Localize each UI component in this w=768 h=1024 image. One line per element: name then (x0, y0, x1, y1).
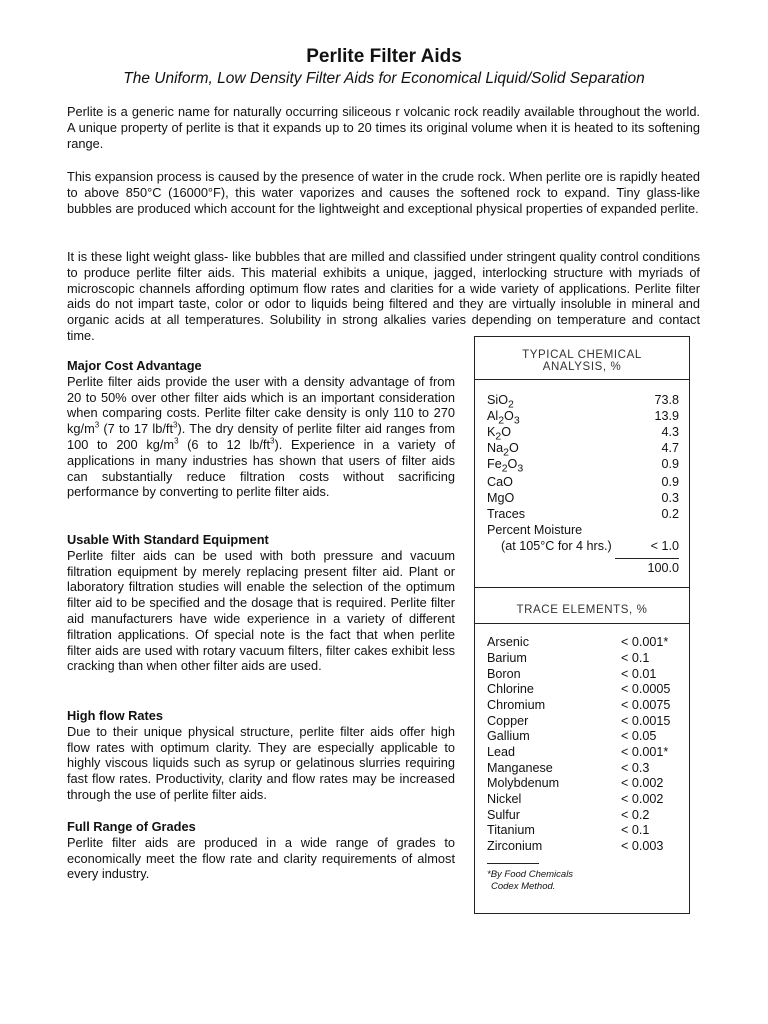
intro-paragraph-3: It is these light weight glass- like bubbles that are milled and classified under stringent quality control conditions to produce perlite filter aids. This material exhibits a unique, jagged, interlocking structure with myriads of microscopic channels affording optimum flow rates and clarities for a wide variety of applications. Perlite filter aids do not impart taste, color or odor to liquids being filtered and they are virtually insoluble in mineral and organic acids at all temperatures. Solubility in strong alkalies varies depending on temperature and contact time. (67, 249, 700, 343)
chemical-row: Traces 0.2 (487, 507, 679, 521)
intro-paragraph-1: Perlite is a generic name for naturally occurring siliceous r volcanic rock readily available throughout the world. A unique property of perlite is that it expands up to 20 times its original volume when it is heated to its softening range. (67, 104, 700, 151)
total-rule (615, 558, 679, 559)
section-heading: Usable With Standard Equipment (67, 532, 269, 547)
chemical-analysis-table (474, 336, 690, 914)
trace-row: Sulfur < 0.2 (487, 808, 650, 822)
trace-row: Arsenic < 0.001* (487, 635, 669, 649)
trace-row: Zirconium < 0.003 (487, 839, 664, 853)
trace-row: Nickel < 0.002 (487, 792, 664, 806)
trace-row: Barium < 0.1 (487, 651, 650, 665)
section-heading: Major Cost Advantage (67, 358, 202, 373)
page-subtitle: The Uniform, Low Density Filter Aids for Economical Liquid/Solid Separation (123, 70, 645, 87)
trace-row: Chromium < 0.0075 (487, 698, 671, 712)
trace-row: Gallium < 0.05 (487, 729, 657, 743)
trace-row: Lead < 0.001* (487, 745, 669, 759)
trace-row: Titanium < 0.1 (487, 823, 650, 837)
trace-row: Copper < 0.0015 (487, 714, 671, 728)
trace-row: Manganese < 0.3 (487, 761, 650, 775)
section-standard-equipment (67, 532, 455, 674)
trace-row: Chlorine < 0.0005 (487, 682, 671, 696)
total-row: 100.0 (647, 561, 679, 575)
section-heading: High flow Rates (67, 708, 163, 723)
chemical-row: $Fe_2O_3$ 0.9 (487, 457, 679, 475)
section-text: Perlite filter aids are produced in a wide range of grades to economically meet the flow rate and clarity requirements of almost every industry. (67, 834, 455, 882)
moisture-row: Percent Moisture (487, 523, 583, 537)
section-text: Perlite filter aids provide the user with a density advantage of from 20 to 50% over other filter aids which is an important consideration when comparing costs. Perlite filter cake density is only 110 to 270 $kg/m^3$ (7 to 17 $lb/ft^3$). The dry density of perlite filter aid ranges from 100 to 200 $kg/m^3$ (6 to 12 $lb/ft^3$). Experience in a variety of applications in many industries has shown that users of filter aids can substantially reduce filtration costs without sacrificing performance by converting to perlite filter aids. (67, 373, 456, 500)
section-heading: Full Range of Grades (67, 819, 196, 834)
table-divider (475, 379, 689, 380)
section-text: Due to their unique physical structure, perlite filter aids offer high flow rates with optimum clarity. They are especially applicable to highly viscous liquids such as syrup or gelatinous slurries requiring fast flow rates. Productivity, clarity and flow rates may be increased through the use of perlite filter aids. (67, 723, 455, 802)
footnote-rule (487, 863, 539, 864)
page-title: Perlite Filter Aids (306, 46, 462, 67)
chemical-row: MgO 0.3 (487, 491, 679, 505)
chemical-table-heading-2: ANALYSIS, % (542, 361, 622, 373)
trace-row: Molybdenum < 0.002 (487, 776, 664, 790)
chemical-row: $Al_2O_3$ 13.9 (487, 409, 679, 427)
section-cost-advantage (67, 358, 455, 500)
chemical-row: CaO 0.9 (487, 475, 679, 489)
moisture-detail-row: (at 105°C for 4 hrs.) < 1.0 (501, 539, 679, 553)
section-text: Perlite filter aids can be used with both pressure and vacuum filtration equipment by merely replacing present filter aid. Plant or laboratory filtration studies will enable the selection of the optimum filter aid to be specified and the dosage that is required. Perlite filter aid manufacturers have wide experience in a variety of different filtration applications. Of special note is the fact that when perlite filter aids are used with rotary vacuum filters, filter cakes exhibit less cracking than when other filter aids are used. (67, 547, 455, 674)
footnote: *By Food Chemicals Codex Method. (487, 869, 574, 892)
trace-table-heading: TRACE ELEMENTS, % (516, 604, 648, 616)
chemical-row: $Na_2O$ 4.7 (487, 441, 679, 459)
chemical-table-heading: TYPICAL CHEMICAL (522, 349, 642, 361)
section-full-range (67, 819, 455, 882)
table-divider (475, 587, 689, 588)
table-divider (475, 623, 689, 624)
chemical-row: SiO$_2$ 73.8 (487, 393, 679, 411)
section-high-flow-rates (67, 708, 455, 803)
trace-row: Boron < 0.01 (487, 667, 657, 681)
chemical-row: $K_2O$ 4.3 (487, 425, 679, 443)
intro-paragraph-2: This expansion process is caused by the presence of water in the crude rock. When perlite ore is rapidly heated to above 850°C (16000°F), this water vaporizes and causes the softened rock to expand. Tiny glass-like bubbles are produced which account for the lightweight and exceptional physical properties of expanded perlite. (67, 169, 700, 216)
